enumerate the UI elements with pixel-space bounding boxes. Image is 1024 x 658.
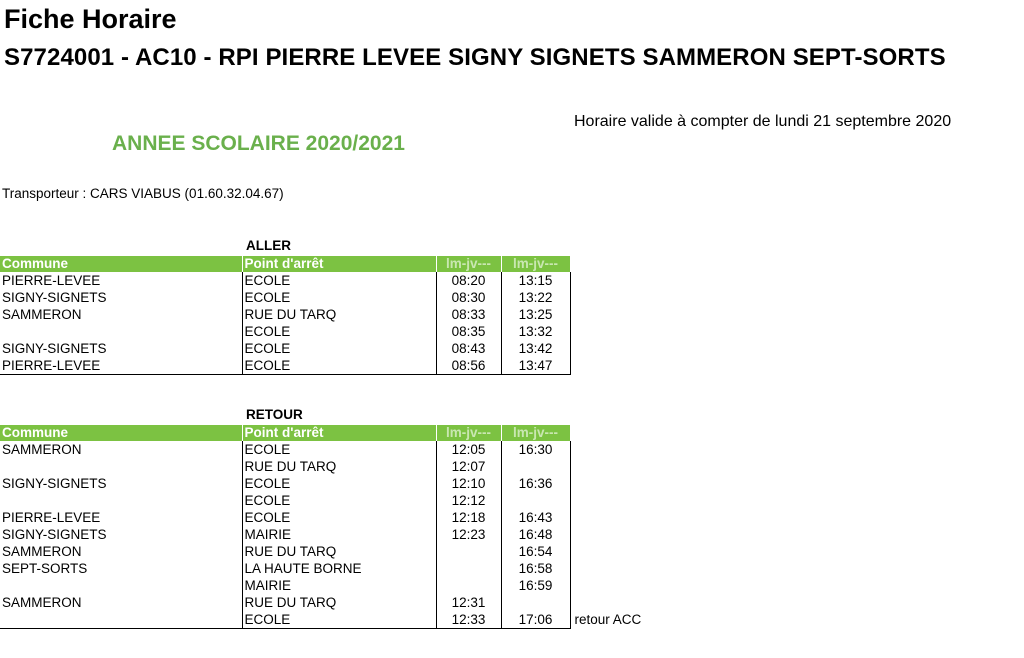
time-cell-1: 12:07 (436, 458, 501, 475)
stop-cell: RUE DU TARQ (242, 594, 436, 611)
note-cell (570, 306, 670, 323)
aller-section-title: ALLER (246, 238, 291, 253)
stop-cell: ECOLE (242, 475, 436, 492)
time-cell-2: 13:22 (501, 289, 570, 306)
time-cell-1: 08:43 (436, 340, 501, 357)
time-cell-1: 12:05 (436, 441, 501, 458)
column-header-time-2: lm-jv--- (501, 425, 570, 441)
note-cell (570, 526, 670, 543)
time-cell-2: 13:42 (501, 340, 570, 357)
retour-timetable (0, 425, 670, 629)
time-cell-1: 08:20 (436, 272, 501, 289)
commune-cell: SAMMERON (2, 307, 82, 322)
table-row (0, 289, 670, 306)
stop-cell: MAIRIE (242, 526, 436, 543)
retour-header-row (0, 425, 670, 441)
stop-cell: ECOLE (242, 509, 436, 526)
time-cell-2: 16:48 (501, 526, 570, 543)
aller-timetable (0, 256, 670, 375)
time-cell-1 (436, 543, 501, 560)
commune-cell: SEPT-SORTS (2, 561, 88, 576)
time-cell-1 (436, 560, 501, 577)
table-row (0, 509, 670, 526)
table-row (0, 475, 670, 492)
time-cell-2 (501, 458, 570, 475)
stop-cell: RUE DU TARQ (242, 458, 436, 475)
table-row (0, 560, 670, 577)
table-row (0, 272, 670, 289)
stop-cell: ECOLE (242, 357, 436, 375)
table-row (0, 441, 670, 458)
note-cell (570, 577, 670, 594)
note-cell (570, 289, 670, 306)
aller-rows (0, 272, 670, 375)
table-row (0, 577, 670, 594)
column-header-blank (570, 256, 670, 272)
table-row (0, 492, 670, 509)
time-cell-2: 16:59 (501, 577, 570, 594)
commune-cell: SIGNY-SIGNETS (2, 341, 107, 356)
time-cell-1: 12:33 (436, 611, 501, 629)
aller-header-row (0, 256, 670, 272)
time-cell-1: 12:31 (436, 594, 501, 611)
note-cell (570, 357, 670, 375)
column-header-time-1: lm-jv--- (436, 256, 501, 272)
time-cell-1: 12:18 (436, 509, 501, 526)
retour-section-title: RETOUR (246, 407, 303, 422)
table-row (0, 357, 670, 375)
table-row (0, 543, 670, 560)
note-cell (570, 272, 670, 289)
time-cell-2 (501, 492, 570, 509)
time-cell-2: 13:25 (501, 306, 570, 323)
commune-cell: PIERRE-LEVEE (2, 510, 101, 525)
commune-cell (0, 611, 242, 629)
column-header-blank (570, 425, 670, 441)
carrier-info: Transporteur : CARS VIABUS (01.60.32.04.67) (2, 186, 284, 201)
time-cell-2: 16:58 (501, 560, 570, 577)
note-cell (570, 340, 670, 357)
table-row (0, 306, 670, 323)
column-header-arret: Point d'arrêt (242, 425, 436, 441)
time-cell-1: 12:10 (436, 475, 501, 492)
stop-cell: ECOLE (242, 340, 436, 357)
commune-cell (0, 577, 242, 594)
stop-cell: RUE DU TARQ (242, 543, 436, 560)
commune-cell: SAMMERON (2, 544, 82, 559)
table-row (0, 611, 670, 629)
time-cell-2 (501, 594, 570, 611)
note-cell (570, 492, 670, 509)
school-year-heading: ANNEE SCOLAIRE 2020/2021 (112, 132, 405, 155)
column-header-time-1: lm-jv--- (436, 425, 501, 441)
column-header-arret: Point d'arrêt (242, 256, 436, 272)
time-cell-1: 12:12 (436, 492, 501, 509)
column-header-time-2: lm-jv--- (501, 256, 570, 272)
commune-cell: PIERRE-LEVEE (0, 357, 242, 375)
commune-cell: SIGNY-SIGNETS (2, 476, 107, 491)
table-row (0, 526, 670, 543)
time-cell-2: 13:15 (501, 272, 570, 289)
note-cell (570, 441, 670, 458)
validity-date: Horaire valide à compter de lundi 21 septembre 2020 (574, 113, 952, 130)
note-cell (570, 560, 670, 577)
time-cell-1: 08:35 (436, 323, 501, 340)
column-header-commune: Commune (0, 256, 242, 272)
time-cell-1 (436, 577, 501, 594)
time-cell-1: 08:56 (436, 357, 501, 375)
retour-rows (0, 441, 670, 629)
commune-cell: SAMMERON (2, 442, 82, 457)
table-row (0, 323, 670, 340)
time-cell-2: 16:36 (501, 475, 570, 492)
page-title: Fiche Horaire (4, 4, 177, 34)
stop-cell: RUE DU TARQ (242, 306, 436, 323)
stop-cell: ECOLE (242, 611, 436, 629)
table-row (0, 458, 670, 475)
stop-cell: ECOLE (242, 272, 436, 289)
note-cell (570, 509, 670, 526)
note-cell (570, 323, 670, 340)
column-header-commune: Commune (0, 425, 242, 441)
time-cell-2: 16:54 (501, 543, 570, 560)
stop-cell: LA HAUTE BORNE (242, 560, 436, 577)
commune-cell: SIGNY-SIGNETS (2, 527, 107, 542)
stop-cell: ECOLE (242, 289, 436, 306)
time-cell-1: 08:30 (436, 289, 501, 306)
stop-cell: ECOLE (242, 492, 436, 509)
stop-cell: ECOLE (242, 323, 436, 340)
note-cell (570, 594, 670, 611)
commune-cell (0, 458, 242, 475)
table-row (0, 340, 670, 357)
stop-cell: ECOLE (242, 441, 436, 458)
commune-cell (0, 492, 242, 509)
time-cell-1: 08:33 (436, 306, 501, 323)
note-cell (570, 458, 670, 475)
line-subtitle: S7724001 - AC10 - RPI PIERRE LEVEE SIGNY SIGNETS SAMMERON SEPT-SORTS (4, 44, 946, 71)
time-cell-2: 17:06 (501, 611, 570, 629)
stop-cell: MAIRIE (242, 577, 436, 594)
time-cell-1: 12:23 (436, 526, 501, 543)
time-cell-2: 13:47 (501, 357, 570, 375)
commune-cell: PIERRE-LEVEE (2, 273, 101, 288)
commune-cell (0, 323, 242, 340)
table-row (0, 594, 670, 611)
time-cell-2: 13:32 (501, 323, 570, 340)
time-cell-2: 16:30 (501, 441, 570, 458)
commune-cell: SAMMERON (2, 595, 82, 610)
note-cell (570, 475, 670, 492)
note-cell: retour ACC (574, 612, 642, 628)
note-cell (570, 543, 670, 560)
time-cell-2: 16:43 (501, 509, 570, 526)
commune-cell: SIGNY-SIGNETS (2, 290, 107, 305)
